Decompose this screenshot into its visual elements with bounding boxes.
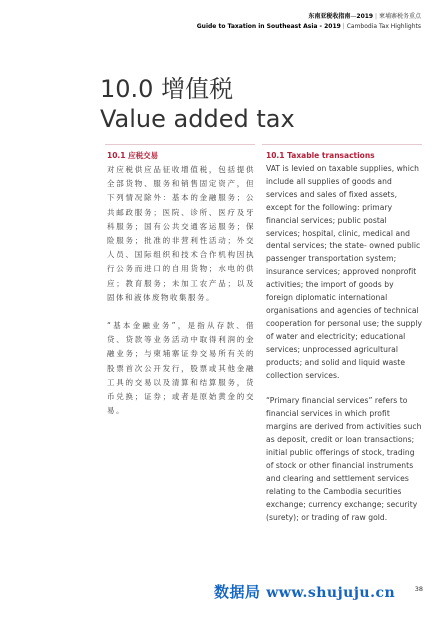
right-column-divider (262, 144, 422, 145)
paragraph-en-2: “Primary financial services” refers to financial services in which profit margins are derived from activities such as deposit, credit or loan transactions; initial public offerings of stock, trading of stock or other financial instruments and clearing and settlement services relating to the Cambodia securities exchange; currency exchange; security (surety); or trading of raw gold. (266, 396, 422, 522)
section-title-en: Value added tax (100, 105, 295, 133)
watermark-url: www.shujuju.cn (266, 585, 396, 601)
left-column-divider (105, 144, 255, 145)
paragraph-zh-1: 对应税供应品征收增值税，包括提供全部货物、服务和销售固定资产，但下列情况除外：基本的金融服务；公共邮政服务；医院、诊所、医疗及牙科服务；国有公共交通客运服务；保险服务；批准的非营利性活动；外交人员、国际组织和技术合作机构因执行公务而进口的自用货物；水电的供应；教育服务；未加工农产品；以及固体和液体废物收集服务。 (107, 165, 255, 302)
header-sub-en: Cambodia Tax Highlights (346, 23, 421, 30)
subsection-heading-zh: 10.1 应税交易 (107, 151, 159, 160)
header-line-zh: 东南亚税收指南—2019 | 柬埔寨税务重点 (308, 13, 421, 20)
running-header (81, 12, 421, 32)
watermark-zh: 数据局 (214, 583, 261, 601)
watermark (214, 581, 395, 602)
page-number: 38 (414, 585, 423, 593)
paragraph-en-1: VAT is levied on taxable supplies, which include all supplies of goods and services and sales of fixed assets, except for the following: primary financial services; public postal services; hospital, clinic, medical and dental services; the state- owned public passenger transportation system; insurance services; approved nonprofit activities; the import of goods by foreign diplomatic international organisations and agencies of technical cooperation for personal use; the supply of water and electricity; educational services; unprocessed agricultural products; and solid and liquid waste collection services. (266, 164, 423, 380)
header-year: 2019 (356, 13, 374, 20)
section-title (100, 74, 420, 134)
chinese-column (107, 150, 255, 432)
english-column (266, 150, 423, 537)
section-title-zh: 10.0 增值税 (100, 75, 234, 103)
header-guide-en: Guide to Taxation in Southeast Asia - 2019 (196, 23, 341, 30)
paragraph-zh-2: “基本金融业务”，是指从存款、借贷、贷款等业务活动中取得利润的金融业务；与柬埔寨证券交易所有关的股票首次公开发行，股票或其他金融工具的交易以及清算和结算服务，货币兑换；证券；或者是原始黄金的交易。 (107, 321, 255, 416)
subsection-heading-en: 10.1 Taxable transactions (266, 151, 375, 160)
header-sub-zh: 柬埔寨税务重点 (378, 13, 421, 20)
header-guide-zh: 东南亚税收指南 (308, 13, 351, 20)
header-line-en: Guide to Taxation in Southeast Asia - 2019 | Cambodia Tax Highlights (196, 23, 421, 30)
